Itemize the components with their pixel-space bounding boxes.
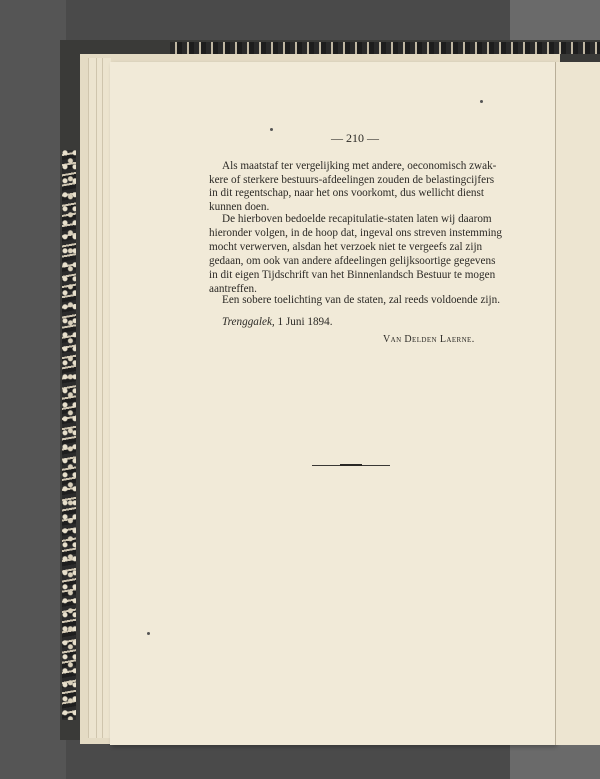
marbled-cover-top bbox=[170, 42, 600, 54]
text-line: hieronder volgen, in de hoop dat, ingeval ons streven instemming bbox=[209, 227, 502, 239]
speck bbox=[147, 632, 150, 635]
text-line: De hierboven bedoelde recapitulatie-staten laten wij daarom bbox=[222, 213, 492, 225]
text-line: aantreffen. bbox=[209, 283, 257, 295]
marbled-cover-spine bbox=[62, 150, 76, 720]
text-line: kunnen doen. bbox=[209, 200, 270, 213]
dateline-date: 1 Juni 1894. bbox=[277, 316, 333, 328]
text-line: Als maatstaf ter vergelijking met andere, oeconomisch zwak- bbox=[222, 160, 497, 172]
speck bbox=[480, 100, 483, 103]
text-line: in dit eigen Tijdschrift van het Binnenlandsch Bestuur te mogen bbox=[209, 269, 496, 281]
page-number: — 210 — bbox=[331, 131, 379, 145]
text-line: kere of sterkere bestuurs-afdeelingen zouden de belastingcijfers bbox=[209, 173, 495, 186]
divider-center-mark bbox=[340, 464, 362, 466]
next-page-edge bbox=[555, 62, 600, 745]
dateline bbox=[222, 316, 333, 328]
signature: Van Delden Laerne. bbox=[383, 334, 475, 345]
backdrop-left bbox=[0, 0, 66, 779]
speck bbox=[270, 128, 273, 131]
dateline-place: Trenggalek, bbox=[222, 316, 275, 328]
text-line: in dit regentschap, naar het ons voorkomt, dus wellicht dienst bbox=[209, 187, 484, 199]
section-divider bbox=[312, 465, 390, 466]
text-line: Een sobere toelichting van de staten, zal reeds voldoende zijn. bbox=[222, 294, 501, 306]
text-line: mocht verwerven, alsdan het verzoek niet te vergeefs zal zijn bbox=[209, 241, 483, 253]
text-line: gedaan, om ook van andere afdeelingen gelijksoortige gegevens bbox=[209, 255, 496, 267]
